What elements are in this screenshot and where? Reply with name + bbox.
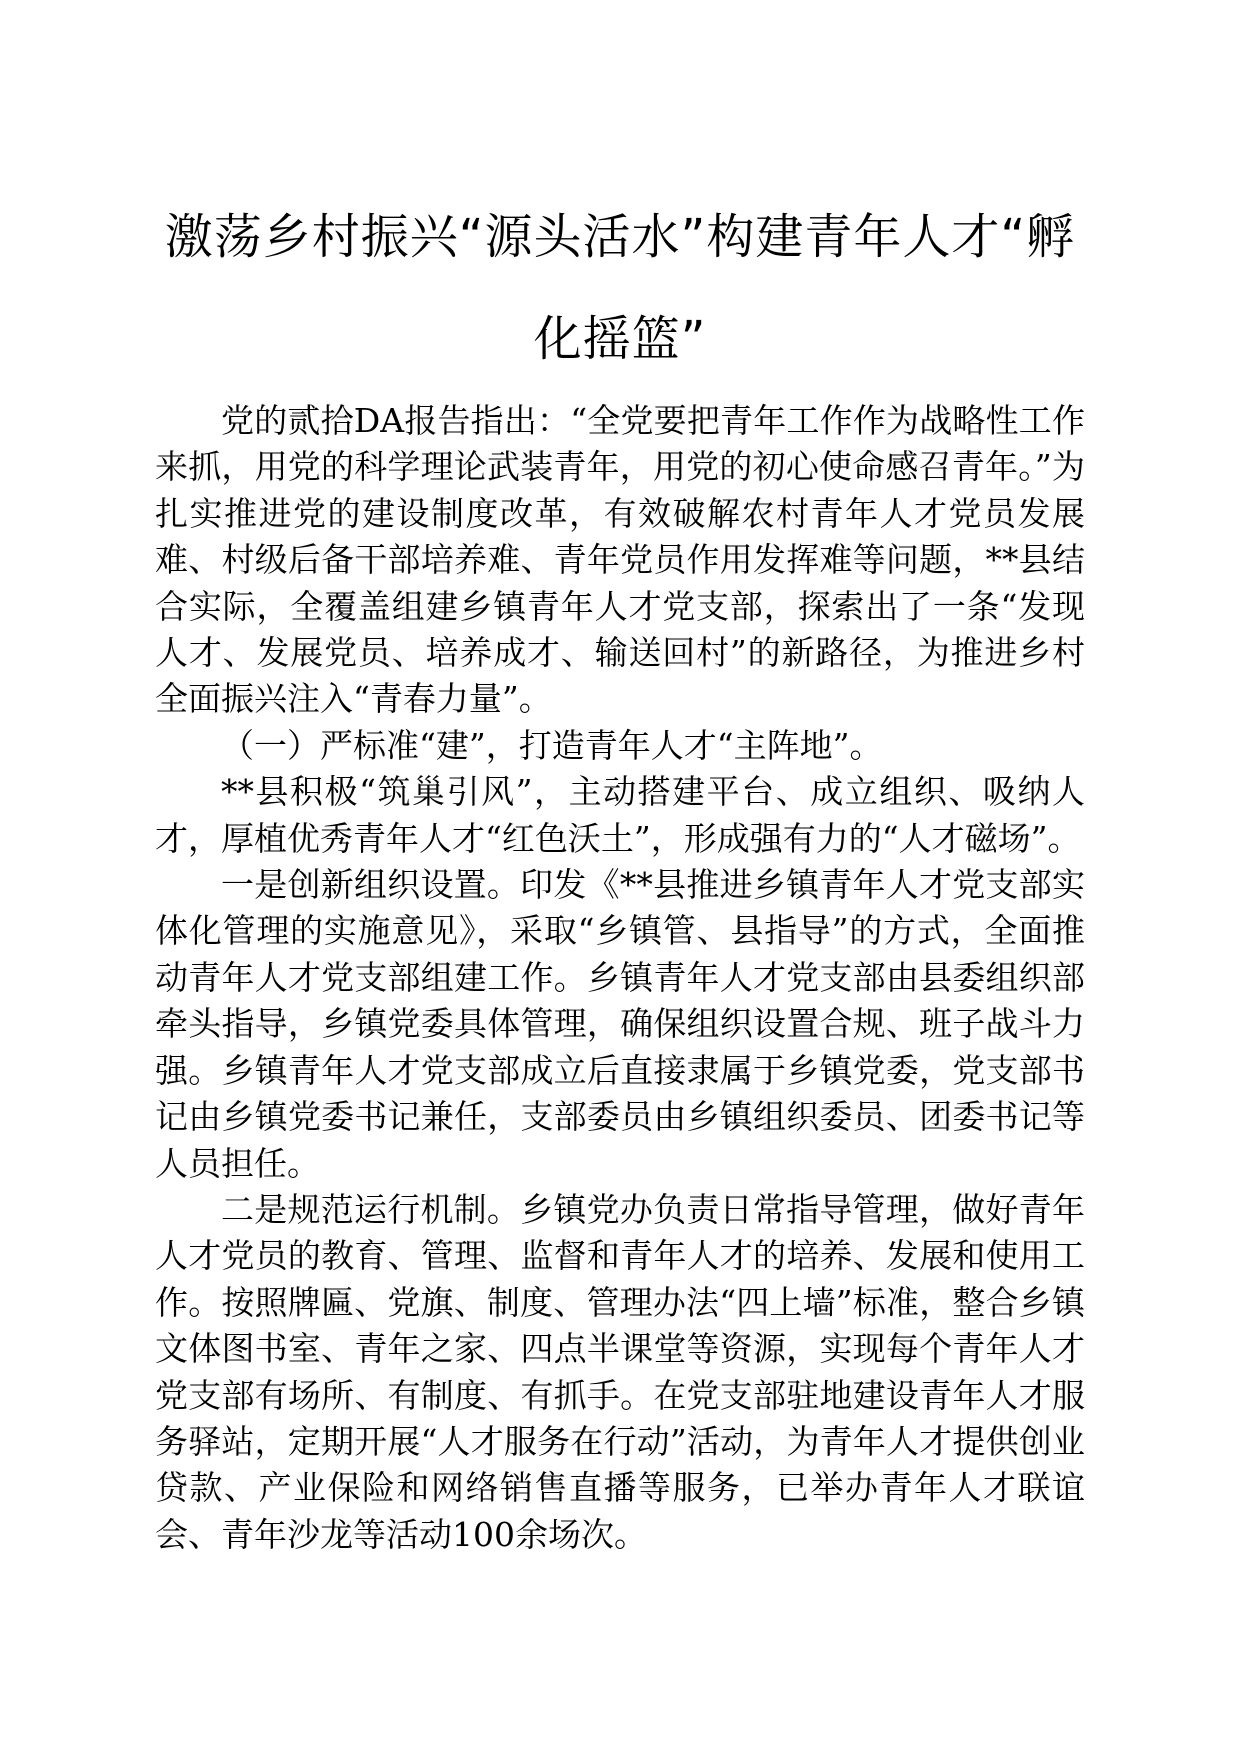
section-summary-paragraph: **县积极“筑巢引风”，主动搭建平台、成立组织、吸纳人才，厚植优秀青年人才“红色沃土”，形成强有力的“人才磁场”。 bbox=[155, 772, 1085, 858]
section-heading: （一）严标准“建”，打造青年人才“主阵地”。 bbox=[221, 725, 883, 765]
document-page bbox=[155, 186, 1085, 1558]
title-line: 化摇篮” bbox=[533, 311, 707, 367]
document-title bbox=[155, 186, 1085, 390]
point-one-paragraph: 一是创新组织设置。印发《**县推进乡镇青年人才党支部实体化管理的实施意见》，采取“乡镇管、县指导”的方式，全面推动青年人才党支部组建工作。乡镇青年人才党支部由县委组织部牵头指导，乡镇党委具体管理，确保组织设置合规、班子战斗力强。乡镇青年人才党支部成立后直接隶属于乡镇党委，党支部书记由乡镇党委书记兼任，支部委员由乡镇组织委员、团委书记等人员担任。 bbox=[155, 865, 1085, 1183]
document-body bbox=[155, 398, 1085, 1558]
intro-paragraph: 党的贰拾DA报告指出：“全党要把青年工作作为战略性工作来抓，用党的科学理论武装青年，用党的初心使命感召青年。”为扎实推进党的建设制度改革，有效破解农村青年人才党员发展难、村级后备干部培养难、青年党员作用发挥难等问题，**县结合实际，全覆盖组建乡镇青年人才党支部，探索出了一条“发现人才、发展党员、培养成才、输送回村”的新路径，为推进乡村全面振兴注入“青春力量”。 bbox=[155, 401, 1085, 719]
title-line: 激荡乡村振兴“源头活水”构建青年人才“孵 bbox=[164, 209, 1076, 265]
point-two-paragraph: 二是规范运行机制。乡镇党办负责日常指导管理，做好青年人才党员的教育、管理、监督和青年人才的培养、发展和使用工作。按照牌匾、党旗、制度、管理办法“四上墙”标准，整合乡镇文体图书室、青年之家、四点半课堂等资源，实现每个青年人才党支部有场所、有制度、有抓手。在党支部驻地建设青年人才服务驿站，定期开展“人才服务在行动”活动，为青年人才提供创业贷款、产业保险和网络销售直播等服务，已举办青年人才联谊会、青年沙龙等活动100余场次。 bbox=[155, 1189, 1085, 1554]
